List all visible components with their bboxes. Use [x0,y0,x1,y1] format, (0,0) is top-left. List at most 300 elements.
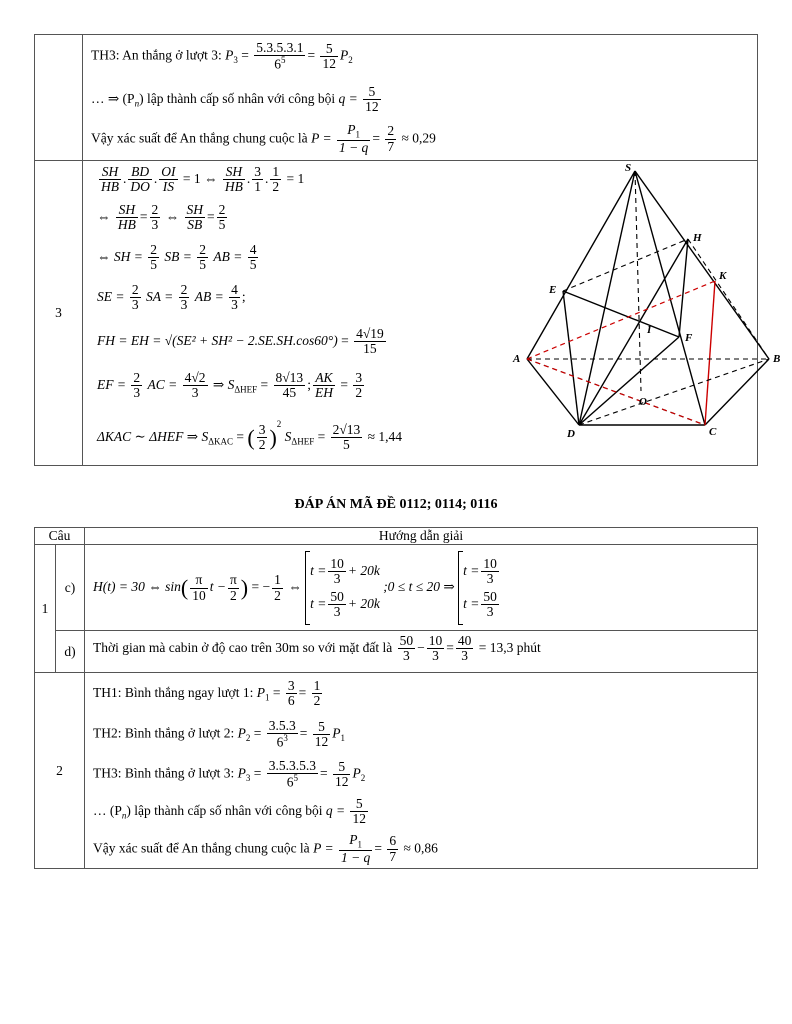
fraction-num: 3 [287,678,295,693]
eq-text: AC = [147,376,178,392]
fraction-den: DO [130,179,150,195]
fraction [333,760,351,789]
fraction-den: 2 [258,437,266,453]
fraction [481,557,499,586]
eq-op: ⇔ [288,579,302,595]
fraction [252,165,263,194]
fraction-den: 12 [365,99,379,115]
fraction-num: 2 [218,202,226,217]
fraction-num: 4√19 [356,326,384,341]
th2-label: TH2: Bình thắng ở lượt 2: [93,725,235,741]
fraction [159,165,177,194]
eq-op: = 1 ⇔ [182,170,218,186]
sub-label-cell [56,545,85,631]
geo-text: … ⇒ (P [91,90,135,106]
sub: n [121,810,127,821]
fraction-num: 5 [363,85,381,100]
fraction-num: π [190,573,208,588]
th1-line: TH1: Bình thắng ngay lượt 1: $P_1$ = $\frac{3}{6}$ = $\frac{1}{2}$ [93,678,321,709]
solution-cell [85,631,758,673]
th2-line: TH2: Bình thắng ở lượt 2: $P_2$ = $\frac{3.5.3}{6^3}$ = $\frac{5}{12}$ $P_1$ [93,718,345,750]
eq-text: FH = EH = [97,332,162,348]
row-label: 1 [41,600,49,616]
fraction-num: SH [116,203,138,218]
point-labels [512,162,780,440]
fraction [130,283,141,312]
eq-text: P [332,725,341,741]
fraction [257,423,268,452]
fraction [197,243,208,272]
fraction-num: 2 [133,370,141,385]
fraction-den: 6 [286,774,294,790]
final-approx: ≈ 0,29 [401,130,436,146]
edge-SO [635,171,641,391]
fraction [312,679,323,708]
eq-op: = [340,376,348,392]
fraction-den: 3 [486,570,494,586]
eq-text: ; [241,288,246,304]
fraction-den: 2 [272,179,280,195]
sub: ΔHEF [291,436,315,447]
fraction [387,834,398,863]
edge-SC [635,171,705,425]
exp: 2 [276,419,282,429]
fraction [183,371,208,400]
fraction-den: 3 [333,604,341,620]
header-row [35,528,758,545]
fraction-num: 8√13 [275,370,304,385]
fraction [223,165,245,194]
top-solution-table [34,34,781,466]
header-guide [85,528,758,545]
row-label-cell [35,673,85,869]
eq-text: + 20k [347,562,380,578]
fraction-num: 5 [350,797,368,812]
eq-op: − [417,639,425,655]
eq-text: ; [307,376,311,392]
eq-text: + 20k [347,595,380,611]
fraction [254,41,305,72]
th3-lhs-sub: 3 [233,55,238,66]
row-label-cell [35,35,83,161]
geo-sub: n [134,98,140,109]
sub: 1 [264,692,270,703]
sqrt-expr: √(SE² + SH² − 2.SE.SH.cos60°) [164,332,338,348]
fraction-den: 2 [274,587,281,603]
eq-text: EF = [97,376,126,392]
row-label-cell [35,161,83,466]
fraction [128,165,152,194]
fraction [385,124,396,153]
fraction-num: SH [99,165,121,180]
fraction-num: 50 [330,589,344,604]
fraction [481,590,499,619]
fraction [217,203,228,232]
header-cau-text: Câu [48,528,71,543]
edge-SA [527,171,635,359]
sub-label: d) [64,643,76,659]
fraction-den: 2 [313,693,321,709]
eq-text: … (P [93,802,122,818]
fraction [350,797,368,826]
fraction [331,423,363,452]
fraction [148,243,159,272]
fraction [272,573,283,602]
row-label-cell [35,545,56,673]
equation-6 [97,371,366,400]
solution-cell [85,673,758,869]
fraction [328,557,346,586]
fraction [427,634,445,663]
eq-text: P = [313,840,334,856]
final-label: Vậy xác suất để An thắng chung cuộc là [91,130,308,146]
fraction [150,203,161,232]
eq-text: P [256,684,265,700]
fraction-num: π [229,572,237,588]
eq-op: ⇔ [97,208,111,224]
fraction-num: 1 [313,678,321,693]
fraction-den: 3 [461,648,468,664]
fraction-num: 2 [151,202,159,217]
eq-text: AB = [194,288,224,304]
fraction-num: 10 [428,633,443,648]
fraction [131,371,142,400]
fraction-den: 3 [402,648,410,664]
solution-cell [85,545,758,631]
fraction [267,719,298,750]
exp: 5 [293,773,298,784]
sub-label: c) [64,579,76,595]
case-2 [310,590,380,619]
row-label: 2 [56,762,63,778]
fraction-den: 3 [191,385,199,401]
table-row [35,631,758,673]
exp: 3 [283,733,288,744]
eq-text: q = [325,802,346,818]
fraction-num: 5 [313,720,331,735]
fraction-den: 10 [192,587,206,603]
fraction-den: 3 [333,570,341,586]
fraction [267,759,318,790]
th3-label: TH3: Bình thắng ở lượt 3: [93,765,235,781]
equation-5 [97,327,388,356]
solution-cell [83,161,781,466]
bottom-solution-table [34,527,758,869]
fraction-num: P [349,832,358,847]
label-I: I [647,324,652,336]
fraction-num: 2 [150,242,157,257]
fraction-num: 10 [483,555,497,571]
fraction-den: 7 [387,138,395,154]
fraction [228,573,239,602]
eq-op: = [260,376,269,392]
eq-text: H(t) = 30 ⇔ sin [93,579,181,595]
fraction-num: 1 [274,572,281,588]
fraction-den: 45 [282,385,297,401]
geo-line [91,85,383,114]
eq-text: t − [209,579,226,595]
edge-KC [705,281,715,425]
edge-SB [635,171,769,359]
fraction [99,165,121,194]
label-H: H [693,232,702,244]
pyramid-figure [463,162,781,453]
table-row [35,35,758,161]
fraction-den: 12 [314,733,329,749]
fraction-num: P [347,122,356,137]
sub-label-cell [56,631,85,673]
fraction-den: HB [101,179,119,195]
edge-FH [679,239,688,337]
table-row [35,161,758,466]
fraction-num: 2 [199,242,206,257]
fraction-num: 5 [333,760,351,775]
sub: 1 [355,129,360,140]
fraction [398,634,416,663]
edge-DF [579,337,679,425]
fraction-den: 12 [352,811,366,827]
eq-text: ⇔ SH = [97,248,143,264]
geo-line [93,797,370,826]
fraction-num: SH [186,202,203,217]
result-2 [463,590,501,619]
answer-key-title: ĐÁP ÁN MÃ ĐỀ 0112; 0114; 0116 [294,497,498,512]
th3-tail: P [339,47,349,63]
fraction [270,165,281,194]
eq-text: Thời gian mà cabin ở độ cao trên 30m so với mặt đất là [93,639,393,655]
edge-DH [579,239,688,425]
fraction-den: 3 [486,604,494,620]
eq-text: SA = [145,288,174,304]
equation-7: ΔKAC ∼ ΔHEF ⇒ $S_{\Delta KAC}$ = ( $\frac{3}{2}$ )$^2$ $S_{\Delta HEF}$ = $\frac{2√13}{5}$ ≈ 1,44 [97,419,403,453]
fraction-num: SH [223,165,245,180]
edge-ED [563,291,579,425]
header-guide-text: Hướng dẫn giải [378,528,464,543]
case-list [310,557,380,620]
sub: 1 [357,839,362,850]
fraction [116,203,138,232]
fraction-den: 2 [355,385,363,401]
eq-text: P [352,765,361,781]
fraction-num: BD [128,165,152,180]
eq-text: t = [463,595,480,611]
label-C: C [709,426,717,438]
eq-text: P [237,725,246,741]
label-S: S [625,162,632,174]
eq-text: ΔKAC ∼ ΔHEF ⇒ S [97,429,209,444]
fraction-num: 3 [355,370,363,385]
fraction-num: 3 [254,164,261,179]
sub: ΔHEF [234,384,258,395]
eq-text: ;0 ≤ t ≤ 20 ⇒ [383,579,455,595]
eq-text: t = [310,562,327,578]
fraction-den: 6 [276,734,284,750]
fraction-den: 5 [343,437,350,453]
fraction [179,283,190,312]
final-approx: ≈ 0,86 [403,840,438,856]
eq-text: ⇒ S [212,376,235,392]
edge-SD [579,171,635,425]
fraction-den: 3 [131,297,139,313]
fraction-den: 5 [218,217,226,233]
fraction [185,203,206,232]
solution-cell [83,35,758,161]
label-B: B [773,353,781,365]
sub: 3 [245,773,251,784]
eq-op: = 1 [286,170,305,186]
fraction-den: 5 [249,257,257,273]
label-K: K [719,270,727,282]
fraction-den: IS [162,179,174,195]
fraction-num: 4√2 [184,370,206,385]
fraction-den: 3 [231,297,238,313]
final-lhs: P = [311,130,332,146]
final-line: Vậy xác suất để An thắng chung cuộc là P = $\frac{P_1}{1 - q}$ = $\frac{6}{7}$ ≈ 0,86 [93,832,438,866]
fraction-num: 2 [387,123,395,139]
eq-op: = [317,429,326,444]
sub: 2 [360,773,366,784]
fraction-num: 3.5.3 [268,718,296,733]
fraction-num: 6 [389,833,397,849]
eq-text: P [237,765,246,781]
fraction [456,634,474,663]
th3-line: TH3: Bình thắng ở lượt 3: $P_3$ = $\frac{3.5.3.5.3}{6^5}$ = $\frac{5}{12}$ $P_2$ [93,758,366,790]
fraction-num: 3.5.3.5.3 [268,758,316,773]
eq-text: t = [310,595,327,611]
fraction-den: 5 [199,257,206,273]
equation-1c: H(t) = 30 ⇔ sin( $\frac{\pi}{10}$ t − $\frac{\pi}{2}$ ) = − $\frac{1}{2}$ ⇔ t = $\frac{10}{3}$ + 20k t = $\frac{50}{3}$ + 20k ;0 ≤ t ≤ 20 ⇒ t = $\frac{10}{3}$ t = $\frac{50}{3}$ [93,551,501,625]
fraction-num: 10 [330,555,344,571]
th3-label: TH3: An thắng ở lượt 3: [91,47,222,63]
fraction [274,371,306,400]
fraction-num: 40 [457,633,472,648]
fraction-den: 1 [254,179,261,195]
eq-text: SB = [164,248,192,264]
fraction [286,679,297,708]
label-F: F [685,332,693,344]
label-O: O [639,396,647,408]
geo-rest: ) lập thành cấp số nhân với công bội [139,90,336,106]
fraction [363,85,381,114]
sub: ΔKAC [208,436,234,447]
fraction-num: 4 [249,242,257,257]
fraction-num: OI [161,164,176,179]
label-D: D [567,428,575,440]
fraction-den: 3 [180,297,188,313]
eq-text: = 13,3 phút [478,639,541,655]
th3-line: TH3: An thắng ở lượt 3: $P_3$ = $\frac{5.3.5.3.1}{6^5}$ = $\frac{5}{12}$ $P_2$ [91,40,353,72]
fraction-den: 5 [150,257,157,273]
equation-4 [97,283,246,312]
result-1 [463,557,501,586]
sub: 1 [340,733,345,744]
fraction-den: HB [224,179,243,195]
solid-edges [527,171,769,425]
eq-text: S [284,429,292,444]
fraction [190,573,208,602]
fraction-num: 5.3.5.3.1 [256,40,304,55]
table-row [35,545,758,631]
fraction-num: AK [313,371,335,386]
fraction [353,371,364,400]
fraction [313,371,335,400]
fraction-den: EH [314,385,333,401]
eq-op: ⇔ [165,208,180,224]
fraction-num: 50 [483,589,497,604]
equation-1: $\frac{SH}{HB}$ . $\frac{BD}{DO}$ . $\frac{OI}{IS}$ = 1 ⇔ $\frac{SH}{HB}$ . $\frac{3}{1}$ . $\frac{1}{2}$ = 1 [101,164,305,195]
fraction-den: 15 [363,341,377,357]
fraction [354,327,386,356]
fraction [337,123,370,155]
eq-text: t = [463,562,480,578]
fraction-num: 4 [231,282,238,297]
eq-op: = [446,639,454,655]
fraction-num: 50 [399,633,414,648]
fraction-den: 7 [389,848,397,864]
final-line: Vậy xác suất để An thắng chung cuộc là P = $\frac{P_1}{1 - q}$ = $\frac{2}{7}$ ≈ 0,29 [91,122,436,156]
eq-op: = − [251,579,271,595]
eq-text: ≈ 1,44 [367,429,403,444]
eq-text: SE = [97,288,125,304]
fraction [339,833,372,865]
fraction-den: 1 − q [340,850,371,866]
edge-DB [579,359,769,425]
sub: 2 [245,733,251,744]
fraction-den: 2 [229,587,237,603]
eq-op: = [341,332,349,348]
fraction [328,590,346,619]
header-cau [35,528,85,545]
label-A: A [513,353,521,365]
fraction-den: 3 [432,648,439,664]
fraction-den: 3 [133,385,141,401]
fraction-den: HB [117,217,136,233]
equation-1d [93,634,541,663]
exp: 5 [280,55,286,66]
edge-CB [705,359,769,425]
fraction [320,42,338,71]
fraction-num: 2√13 [332,422,361,438]
result-list [463,557,501,620]
case-1 [310,557,380,586]
fraction [313,720,331,749]
fraction-den: 12 [334,773,349,789]
fraction-num: 1 [272,164,280,179]
th3-tail-sub: 2 [348,55,353,66]
fraction-num: 2 [131,282,139,297]
fraction-num: 2 [180,282,188,297]
equation-2: ⇔ $\frac{SH}{HB}$ = $\frac{2}{3}$ ⇔ $\frac{SH}{SB}$ = $\frac{2}{5}$ [97,202,226,233]
geo-q: q = [338,90,358,106]
fraction [248,243,259,272]
fraction-den: 6 [287,693,295,709]
fraction-den: 12 [322,55,336,71]
row-label: 3 [55,305,62,320]
fraction-num: 3 [258,422,266,438]
label-E: E [549,284,557,296]
th3-lhs: P [225,47,234,63]
final-label: Vậy xác suất để An thắng chung cuộc là [93,840,310,856]
eq-text: AB = [213,248,243,264]
th1-label: TH1: Bình thắng ngay lượt 1: [93,684,254,700]
fraction-den: 6 [274,56,281,72]
fraction [229,283,240,312]
fraction-den: 3 [151,217,159,233]
fraction-num: 5 [320,42,338,57]
fraction-den: SB [187,217,203,233]
fraction-den: 1 − q [338,140,369,156]
eq-op: = [236,429,245,444]
